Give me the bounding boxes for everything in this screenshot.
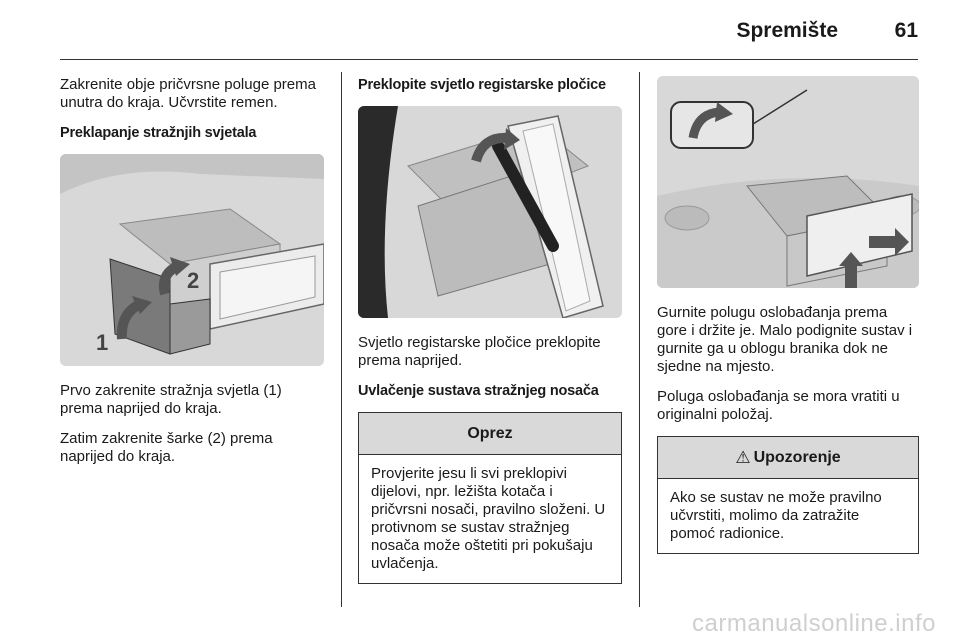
- page-header: [60, 0, 918, 60]
- section-heading-plate-light: Preklopite svjetlo registarske pločice: [358, 77, 606, 93]
- caution-title: Oprez: [359, 413, 621, 455]
- page-number: 61: [894, 19, 918, 42]
- warning-title: Upozorenje: [753, 448, 841, 466]
- release-lever-illustration: [657, 76, 919, 288]
- watermark: carmanualsonline.info: [692, 610, 936, 637]
- warning-header: [658, 437, 918, 479]
- column-3: [657, 76, 919, 554]
- figure-release-lever: [657, 76, 919, 288]
- column-2: [358, 76, 622, 584]
- plate-light-illustration: [358, 106, 622, 318]
- column-1: [60, 76, 324, 478]
- figure-label-1: 1: [96, 330, 109, 355]
- release-lever-text: Gurnite polugu oslobađanja prema gore i držite je. Malo podignite sustav i gurnite ga u oblogu branika dok ne sjedne na mjesto.: [657, 304, 913, 375]
- caution-text: Provjerite jesu li svi preklopivi dijelovi, npr. ležišta kotača i pričvrsni nosači, pravilno složeni. U protivnom se sustav stražnjeg nosača može oštetiti pri pokušaju uvlačenja.: [371, 465, 606, 572]
- intro-text: Zakrenite obje pričvrsne poluge prema unutra do kraja. Učvrstite remen.: [60, 76, 316, 111]
- section-heading-retract: Uvlačenje sustava stražnjeg nosača: [358, 383, 599, 399]
- column-divider-2: [639, 72, 640, 607]
- figure-rear-lights: [60, 154, 324, 366]
- page-title: Spremište: [736, 19, 838, 42]
- section-heading-rear-lights: Preklapanje stražnjih svjetala: [60, 125, 257, 141]
- lever-return-text: Poluga oslobađanja se mora vratiti u originalni položaj.: [657, 388, 900, 423]
- figure-plate-light: [358, 106, 622, 318]
- warning-text: Ako se sustav ne može pravilno učvrstiti, molimo da zatražite pomoć radionice.: [670, 489, 882, 542]
- step-text-2: Zatim zakrenite šarke (2) prema naprijed do kraja.: [60, 430, 273, 465]
- warning-box: [657, 436, 919, 554]
- column-divider-1: [341, 72, 342, 607]
- figure-label-2: 2: [187, 268, 200, 293]
- plate-light-text: Svjetlo registarske pločice preklopite prema naprijed.: [358, 334, 601, 369]
- caution-box: [358, 412, 622, 584]
- step-text-1: Prvo zakrenite stražnja svjetla (1) prema naprijed do kraja.: [60, 382, 282, 417]
- warning-icon: ⚠: [735, 447, 751, 467]
